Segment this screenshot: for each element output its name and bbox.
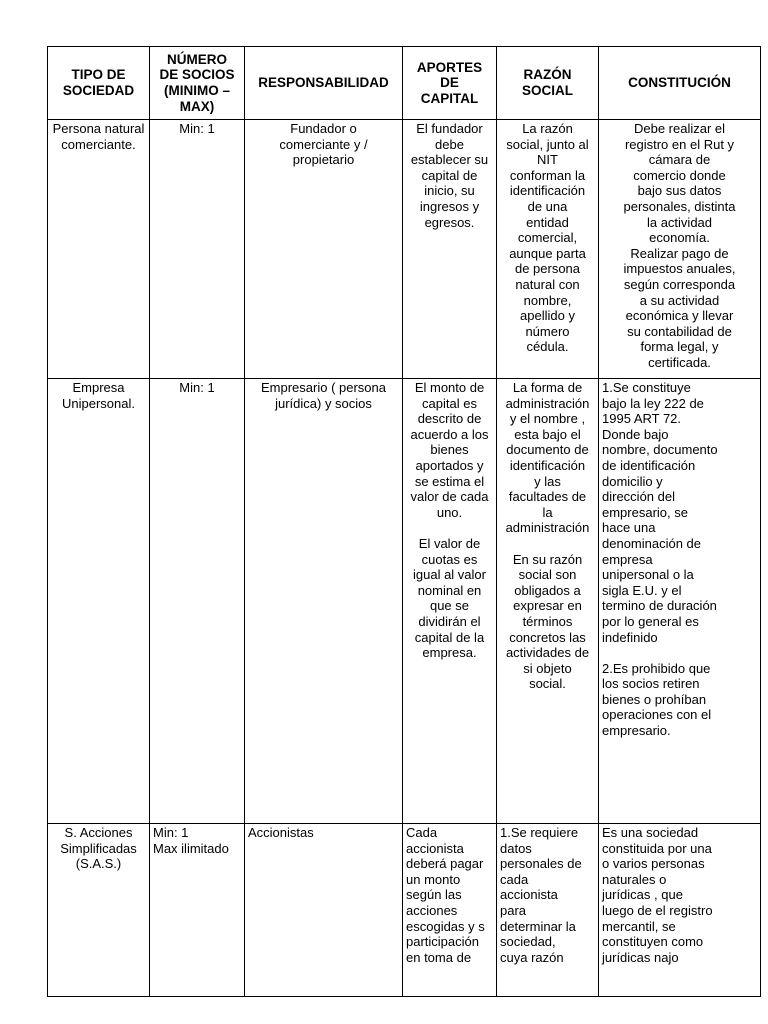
header-razon: RAZÓN SOCIAL bbox=[497, 47, 599, 120]
cell-aportes: El fundador debe establecer su capital de inicio, su ingresos y egresos. bbox=[403, 120, 497, 379]
cell-socios: Min: 1 bbox=[150, 120, 245, 379]
cell-socios: Min: 1 bbox=[150, 379, 245, 824]
table-row bbox=[48, 120, 761, 379]
cell-tipo: Persona natural comerciante. bbox=[48, 120, 150, 379]
header-socios: NÚMERO DE SOCIOS (MINIMO – MAX) bbox=[150, 47, 245, 120]
cell-responsabilidad: Empresario ( persona jurídica) y socios bbox=[245, 379, 403, 824]
cell-tipo: S. Acciones Simplificadas (S.A.S.) bbox=[48, 824, 150, 997]
cell-socios: Min: 1 Max ilimitado bbox=[150, 824, 245, 997]
header-row bbox=[48, 47, 761, 120]
societies-table bbox=[47, 46, 761, 997]
table-row bbox=[48, 379, 761, 824]
cell-responsabilidad: Accionistas bbox=[245, 824, 403, 997]
cell-aportes: Cada accionista deberá pagar un monto según las acciones escogidas y s participación en toma de bbox=[403, 824, 497, 997]
header-aportes: APORTES DE CAPITAL bbox=[403, 47, 497, 120]
cell-responsabilidad: Fundador o comerciante y / propietario bbox=[245, 120, 403, 379]
cell-aportes: El monto de capital es descrito de acuerdo a los bienes aportados y se estima el valor de cada uno. El valor de cuotas es igual al valor nominal en que se dividirán el capital de la empresa. bbox=[403, 379, 497, 824]
header-responsabilidad: RESPONSABILIDAD bbox=[245, 47, 403, 120]
header-constitucion: CONSTITUCIÓN bbox=[599, 47, 761, 120]
cell-constitucion: Es una sociedad constituida por una o varios personas naturales o jurídicas , que luego de el registro mercantil, se constituyen como jurídicas najo bbox=[599, 824, 761, 997]
cell-razon: 1.Se requiere datos personales de cada accionista para determinar la sociedad, cuya razón bbox=[497, 824, 599, 997]
cell-constitucion: 1.Se constituye bajo la ley 222 de 1995 ART 72. Donde bajo nombre, documento de identificación domicilio y dirección del empresario, se hace una denominación de empresa unipersonal o la sigla E.U. y el termino de duración por lo general es indefinido 2.Es prohibido que los socios retiren bienes o prohíban operaciones con el empresario. bbox=[599, 379, 761, 824]
table-row bbox=[48, 824, 761, 997]
cell-tipo: Empresa Unipersonal. bbox=[48, 379, 150, 824]
header-tipo: TIPO DE SOCIEDAD bbox=[48, 47, 150, 120]
cell-constitucion: Debe realizar el registro en el Rut y cámara de comercio donde bajo sus datos personales, distinta la actividad economía. Realizar pago de impuestos anuales, según corresponda a su actividad económica y llevar su contabilidad de forma legal, y certificada. bbox=[599, 120, 761, 379]
cell-razon: La forma de administración y el nombre , esta bajo el documento de identificación y las facultades de la administración En su razón social son obligados a expresar en términos concretos las actividades de si objeto social. bbox=[497, 379, 599, 824]
document-page bbox=[47, 46, 760, 997]
cell-razon: La razón social, junto al NIT conforman la identificación de una entidad comercial, aunque parta de persona natural con nombre, apellido y número cédula. bbox=[497, 120, 599, 379]
